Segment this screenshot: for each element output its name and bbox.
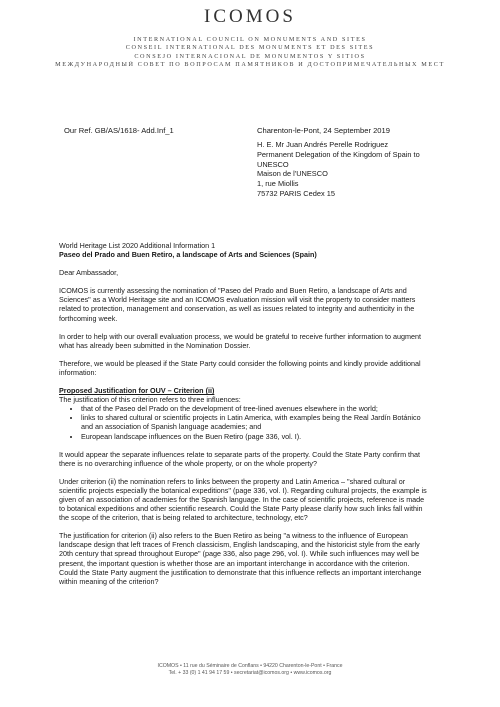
- recipient-line: Permanent Delegation of the Kingdom of Spain to: [257, 149, 420, 159]
- section-intro: The justification of this criterion refers to three influences:: [59, 395, 241, 405]
- council-name-es: CONSEJO INTERNACIONAL DE MONUMENTOS Y SITIOS: [134, 52, 366, 60]
- nomination-title: Paseo del Prado and Buen Retiro, a landscape of Arts and Sciences (Spain): [59, 250, 317, 260]
- subject-block: [59, 241, 430, 259]
- salutation: Dear Ambassador,: [59, 268, 119, 278]
- council-name-ru: МЕЖДУНАРОДНЫЙ СОВЕТ ПО ВОПРОСАМ ПАМЯТНИКОВ И ДОСТОПРИМЕЧАТЕЛЬНЫХ МЕСТ: [55, 61, 445, 69]
- recipient-line: UNESCO: [257, 159, 289, 169]
- paragraph: ICOMOS is currently assessing the nomination of "Paseo del Prado and Buen Retiro, a landscape of Arts and Sciences" as a World Heritage site and an ICOMOS evaluation mission will visit the property to consider matters related to protection, management and conservation, as well as issues related to integrity and authenticity in the forthcoming week.: [59, 286, 416, 323]
- council-name-en: INTERNATIONAL COUNCIL ON MONUMENTS AND SITES: [133, 36, 367, 43]
- list-item: • links to shared cultural or scientific projects in Latin America, with examples being the Real Jardín Botánico and an association of Spanish language academies; and: [81, 413, 430, 431]
- paragraph: Therefore, we would be pleased if the State Party could consider the following points and kindly provide additional information:: [59, 358, 421, 377]
- subject-line: World Heritage List 2020 Additional Information 1: [59, 241, 216, 250]
- footer: [0, 663, 500, 678]
- paragraph: It would appear the separate influences relate to separate parts of the property. Could the State Party confirm that there is no overarching influence of the whole property, or on the whole property?: [59, 449, 421, 468]
- paragraph: In order to help with our overall evaluation process, we would be grateful to receive further information to augment what has already been submitted in the Nomination Dossier.: [59, 331, 421, 350]
- paragraph: Under criterion (ii) the nomination refers to links between the property and Latin America – "shared cultural or scientific projects especially the botanical expeditions" (page 336, vol. I). Regarding cultural projects, the example is given of an association of academies for the Spanish language. In the case of scientific projects, reference is made to botanical expeditions and other scientific research. Could the State Party please clarify how such links fall within the scope of the criterion, that is being related to architecture, technology, etc?: [59, 476, 427, 523]
- paragraph: The justification for criterion (ii) also refers to the Buen Retiro as being "a witness to the influence of European landscape design that left traces of French classicism, English landscaping, and the historicist style from the early 20th century that spread throughout Europe" (page 336, also page 296, vol. I). While such influences may well be present, the important question is whether those are an important interchange in accordance with the criterion. Could the State Party augment the justification to demonstrate that this influence reflects an important interchange within meaning of the criterion?: [59, 531, 422, 586]
- influence-list: [59, 404, 430, 440]
- letterhead: [0, 6, 500, 70]
- recipient-line: 1, rue Miollis: [257, 179, 299, 189]
- footer-address: ICOMOS • 11 rue du Séminaire de Conflans • 94220 Charenton-le-Pont • France: [157, 663, 343, 669]
- recipient-line: H. E. Mr Juan Andrés Perelle Rodriguez: [257, 140, 389, 149]
- recipient-line: Maison de l'UNESCO: [257, 169, 328, 179]
- letter-date: Charenton-le-Pont, 24 September 2019: [257, 126, 390, 135]
- footer-contact: Tel. + 33 (0) 1 41 94 17 59 • secretariat@icomos.org • www.icomos.org: [168, 670, 332, 677]
- council-name-fr: CONSEIL INTERNATIONAL DES MONUMENTS ET DES SITES: [125, 44, 375, 52]
- recipient-line: 75732 PARIS Cedex 15: [257, 188, 335, 198]
- letter-body: [59, 241, 430, 595]
- list-item: • European landscape influences on the Buen Retiro (page 336, vol. I).: [81, 432, 430, 441]
- recipient-address: [257, 140, 420, 199]
- section-heading: Proposed Justification for OUV – Criterion (ii): [59, 386, 215, 396]
- list-item: • that of the Paseo del Prado on the development of tree-lined avenues elsewhere in the world;: [81, 404, 430, 413]
- reference-number: Our Ref. GB/AS/1618- Add.Inf_1: [64, 126, 174, 135]
- icomos-logo: ICOMOS: [204, 6, 296, 27]
